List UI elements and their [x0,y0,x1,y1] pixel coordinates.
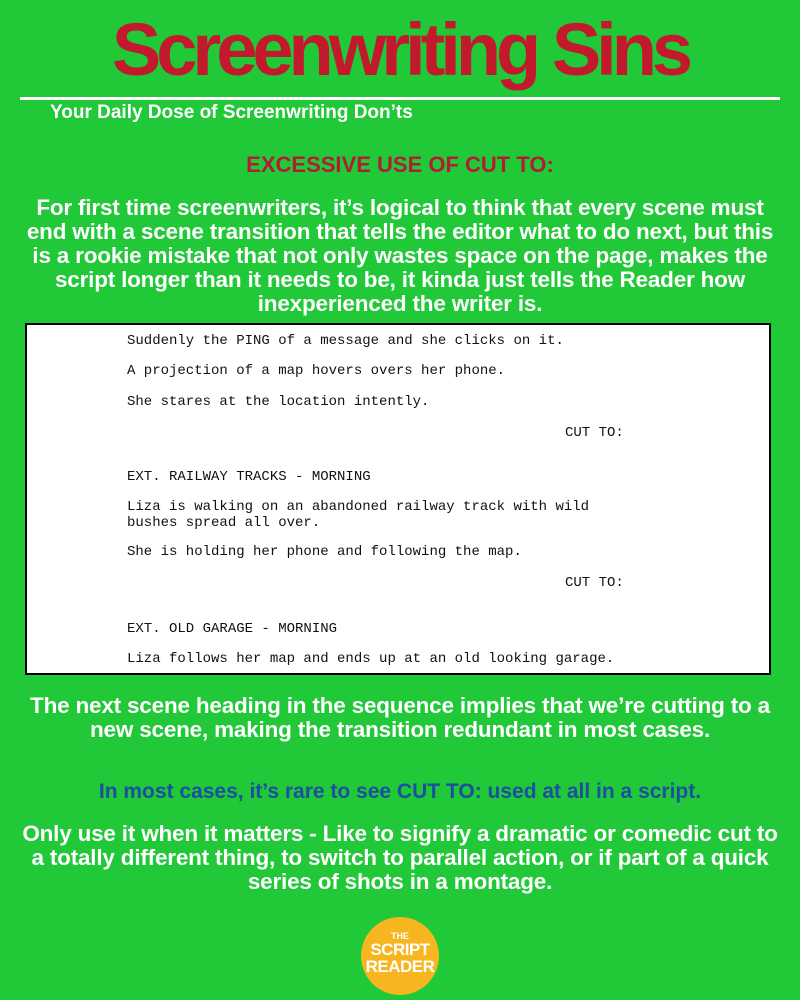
script-action-line: Suddenly the PING of a message and she clicks on it. [127,333,564,349]
logo-text-the: THE [391,931,409,941]
script-action-line: Liza is walking on an abandoned railway track with wild [127,499,590,515]
script-action-line: A projection of a map hovers overs her phone. [127,363,506,379]
script-transition: CUT TO: [565,575,624,591]
explanation-paragraph: The next scene heading in the sequence implies that we’re cutting to a new scene, making the transition redundant in most cases. [30,693,770,742]
callout-text: In most cases, it’s rare to see CUT TO: used at all in a script. [98,780,702,803]
script-action-line: Liza follows her map and ends up at an old looking garage. [127,651,615,667]
page-title: Screenwriting Sins [111,8,689,91]
advice-paragraph: Only use it when it matters - Like to signify a dramatic or comedic cut to a totally different thing, to switch to parallel action, or if part of a quick series of shots in a montage. [22,821,778,894]
script-scene-heading: EXT. OLD GARAGE - MORNING [127,621,338,637]
script-scene-heading: EXT. RAILWAY TRACKS - MORNING [127,469,371,485]
page-subtitle: Your Daily Dose of Screenwriting Don’ts [50,102,413,123]
intro-paragraph: For first time screenwriters, it’s logical to think that every scene must end with a scene transition that tells the editor what to do next, but this is a rookie mistake that not only wastes space on the page, makes the script longer than it needs to be, it kinda just tells the Reader how inexperienced the writer is. [26,195,774,316]
title-divider [20,97,780,100]
logo-text-script: SCRIPT [370,940,430,959]
logo-text-reader: READER [365,957,435,976]
script-action-line: She stares at the location intently. [127,394,430,410]
script-transition: CUT TO: [565,425,624,441]
script-excerpt [25,323,771,675]
section-heading: EXCESSIVE USE OF CUT TO: [246,152,554,177]
script-action-line: bushes spread all over. [127,515,321,531]
script-action-line: She is holding her phone and following the map. [127,544,522,560]
script-reader-logo [361,917,439,995]
